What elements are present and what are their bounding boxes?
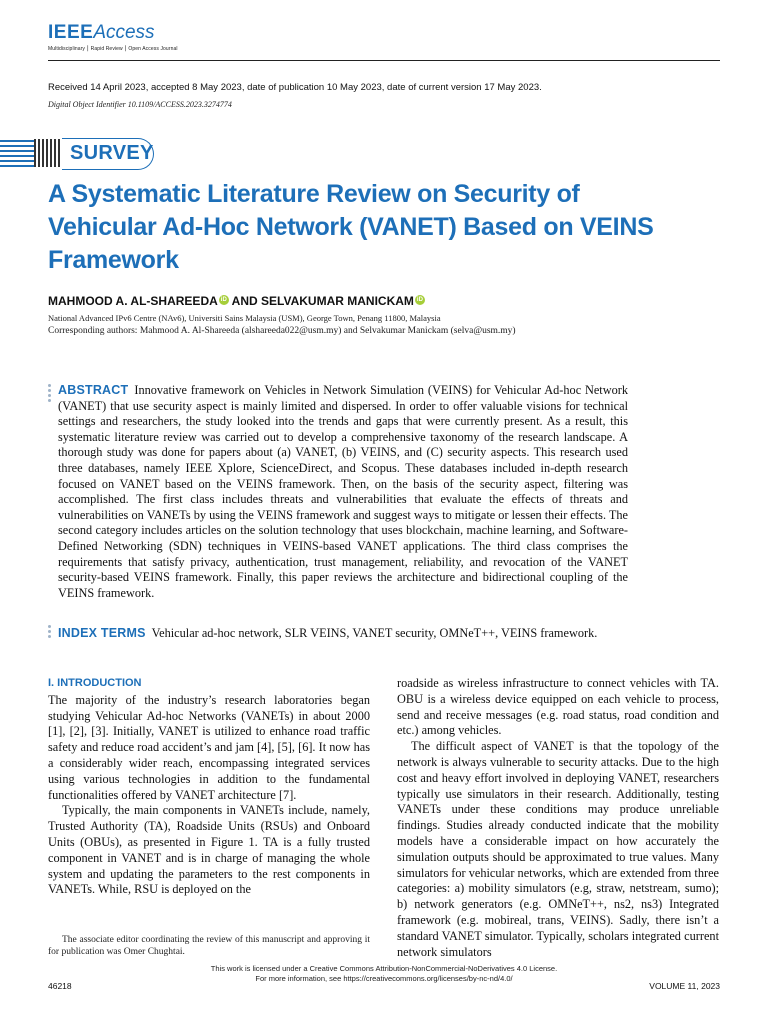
logo-ieee-text: IEEE bbox=[48, 22, 94, 43]
author-conjunction: AND bbox=[231, 294, 258, 308]
volume-info: VOLUME 11, 2023 bbox=[649, 981, 720, 991]
header-rule bbox=[48, 60, 720, 61]
right-column bbox=[397, 676, 719, 960]
index-terms bbox=[58, 626, 678, 641]
abstract-dots-icon bbox=[48, 384, 52, 404]
index-terms-label: INDEX TERMS bbox=[58, 626, 146, 640]
left-column bbox=[48, 676, 370, 898]
affiliation: National Advanced IPv6 Centre (NAv6), Universiti Sains Malaysia (USM), George Town, Penang 11800, Malaysia bbox=[48, 313, 441, 323]
journal-logo bbox=[48, 22, 178, 52]
doi-line: Digital Object Identifier 10.1109/ACCESS.2023.3274774 bbox=[48, 100, 232, 109]
author-list bbox=[48, 294, 425, 308]
logo-access-text: Access bbox=[93, 22, 155, 43]
intro-paragraph-4: The difficult aspect of VANET is that the topology of the network is always vulnerable to security attacks. Due to the high cost and heavy effort involved in deploying VANET, researchers typically use simulators in their research. Additionally, testing VANETs under these conditions may produce unreliable findings. Studies already conducted indicate that the mobility models have a considerable impact on how accurately the simulation outputs should be approximated to true values. Many simulators for vehicular networks, which are extended from three categories: a) mobility simulators (e.g, straw, netstream, sumo); b) network generators (e.g. OMNeT++, ns2, ns3) Integrated framework (e.g. mobireal, trans, VEINS). Sadly, there isn’t a standard VANET simulator. Typically, scholars integrated current network simulators bbox=[397, 739, 719, 959]
abstract-label: ABSTRACT bbox=[58, 383, 129, 397]
section-tag: SURVEY bbox=[70, 142, 154, 164]
orcid-icon[interactable]: iD bbox=[416, 297, 423, 303]
orcid-icon[interactable]: iD bbox=[220, 297, 227, 303]
index-terms-dots-icon bbox=[48, 625, 52, 640]
license-line-2[interactable]: For more information, see https://creativecommons.org/licenses/by-nc-nd/4.0/ bbox=[255, 974, 513, 983]
abstract-text: Innovative framework on Vehicles in Network Simulation (VEINS) for Vehicular Ad-hoc Network (VANET) that use security aspect is mainly limited and dispersed. In order to offer valuable visions for technical settings and researchers, the study looked into the trends and gaps that were currently present. As a result, this systematic literature review was carried out to develop a comprehensive taxonomy of the research landscape. A thorough study was done for papers about (a) VANET, (b) VEINS, and (C) security aspects. This research used three databases, namely IEEE Xplore, ScienceDirect, and Scopus. These databases included in-depth research focused on VANET based on the VEINS framework. Then, on the basis of the security aspect, filtering was accomplished. The first class includes threats and vulnerabilities that evaluate the effects of threats and vulnerabilities on VANETs by using the VEINS framework and suggest ways to mitigate or lessen their effects. The second category includes articles on the solution technology that uses blockchain, machine learning, and Software-Defined Networking (SDN) techniques in VEINS-based VANET applications. The third class comprises the requirements that satisfy privacy, authentication, trust management, reliability, and revocation of the VANET security-based VEINS framework. Finally, this paper reviews the architecture and bidirectional coupling of the VEINS framework. bbox=[58, 383, 628, 600]
abstract bbox=[58, 383, 628, 601]
survey-bars-graphic bbox=[34, 139, 64, 167]
received-dates: Received 14 April 2023, accepted 8 May 2023, date of publication 10 May 2023, date of current version 17 May 2023. bbox=[48, 82, 542, 93]
editor-footnote: The associate editor coordinating the review of this manuscript and approving it for publication was Omer Chughtai. bbox=[48, 935, 370, 957]
page-number: 46218 bbox=[48, 981, 72, 991]
corresponding-authors: Corresponding authors: Mahmood A. Al-Shareeda (alshareeda022@usm.my) and Selvakumar Manickam (selva@usm.my) bbox=[48, 326, 516, 336]
paper-title: A Systematic Literature Review on Security of Vehicular Ad-Hoc Network (VANET) Based on VEINS Framework bbox=[48, 180, 654, 274]
author-2: SELVAKUMAR MANICKAM bbox=[261, 294, 414, 308]
author-1: MAHMOOD A. AL-SHAREEDA bbox=[48, 294, 218, 308]
index-terms-text: Vehicular ad-hoc network, SLR VEINS, VANET security, OMNeT++, VEINS framework. bbox=[151, 626, 598, 640]
logo-tagline: Multidisciplinary ⎮ Rapid Review ⎮ Open Access Journal bbox=[48, 46, 178, 52]
intro-paragraph-1: The majority of the industry’s research laboratories began studying Vehicular Ad-hoc Networks (VANETs) in about 2000 [1], [2], [3]. Initially, VANET is utilized to enhance road traffic safety and reduce road accident’s and jam [4], [5], [6]. It now has a considerably wider reach, encompassing integrated services using various technologies in addition to the fundamental functionalities offered by VANET architecture [7]. bbox=[48, 692, 370, 802]
section-heading-introduction: I. INTRODUCTION bbox=[48, 677, 142, 689]
intro-paragraph-3: roadside as wireless infrastructure to connect vehicles with TA. OBU is a wireless device equipped on each vehicle to process, send and receive messages (e.g. road status, road condition and etc.) among vehicles. bbox=[397, 676, 719, 738]
intro-paragraph-2: Typically, the main components in VANETs include, namely, Trusted Authority (TA), Roadside Units (RSUs) and Onboard Units (OBUs), as presented in Figure 1. TA is a fully trusted component in VANET and is in charge of managing the whole system and updating the parameters to the rest components in VANETs. While, RSU is deployed on the bbox=[48, 803, 370, 897]
license-line-1: This work is licensed under a Creative Commons Attribution-NonCommercial-NoDerivatives 4.0 License. bbox=[210, 964, 558, 973]
